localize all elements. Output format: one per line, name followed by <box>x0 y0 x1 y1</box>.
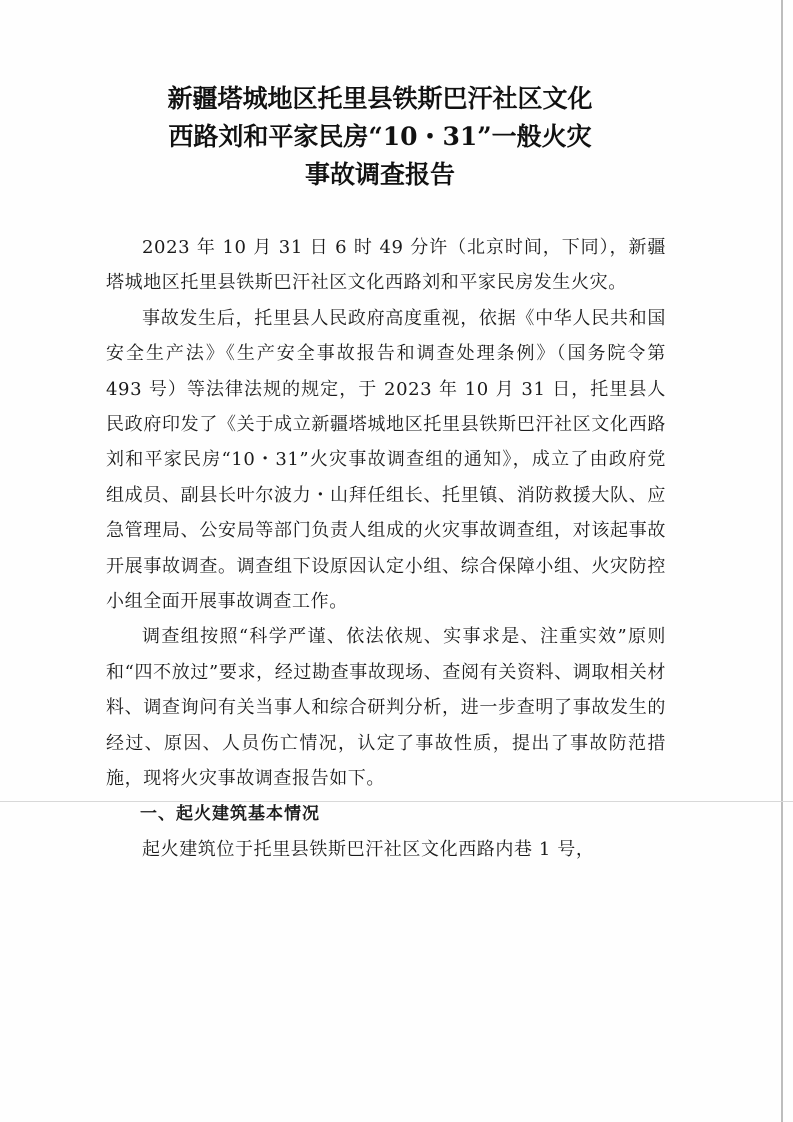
page-edge-line <box>781 0 783 1122</box>
title-line-1: 新疆塔城地区托里县铁斯巴汗社区文化 <box>167 84 593 113</box>
document-title <box>100 80 660 194</box>
paragraph-building-location: 起火建筑位于托里县铁斯巴汗社区文化西路内巷 1 号， <box>142 838 595 860</box>
title-line-3: 事故调查报告 <box>304 160 455 189</box>
paragraph-fire-occurrence: 2023 年 10 月 31 日 6 时 49 分许（北京时间，下同），新疆塔城地区托里县铁斯巴汗社区文化西路刘和平家民房发生火灾。 <box>106 237 666 294</box>
paragraph-investigation-principles: 调查组按照“科学严谨、依法依规、实事求是、注重实效”原则和“四不放过”要求，经过勘查事故现场、查阅有关资料、调取相关材料、调查询问有关当事人和综合研判分析，进一步查明了事故发生的经过、原因、人员伤亡情况，认定了事故性质，提出了事故防范措施，现将火灾事故调查报告如下。 <box>106 626 666 790</box>
document-body <box>106 230 666 867</box>
paragraph-investigation-setup: 事故发生后，托里县人民政府高度重视，依据《中华人民共和国安全生产法》《生产安全事故报告和调查处理条例》（国务院令第 493 号）等法律法规的规定，于 2023 年 10 月 31 日，托里县人民政府印发了《关于成立新疆塔城地区托里县铁斯巴汗社区文化西路刘和平家民房“10・31”火灾事故调查组的通知》，成立了由政府党组成员、副县长叶尔波力・山拜任组长、托里镇、消防救援大队、应急管理局、公安局等部门负责人组成的火灾事故调查组，对该起事故开展事故调查。调查组下设原因认定小组、综合保障小组、火灾防控小组全面开展事故调查工作。 <box>106 307 666 613</box>
title-line-2: 西路刘和平家民房“10・31”一般火灾 <box>168 122 592 151</box>
section-heading-building-info: 一、起火建筑基本情况 <box>140 803 320 824</box>
